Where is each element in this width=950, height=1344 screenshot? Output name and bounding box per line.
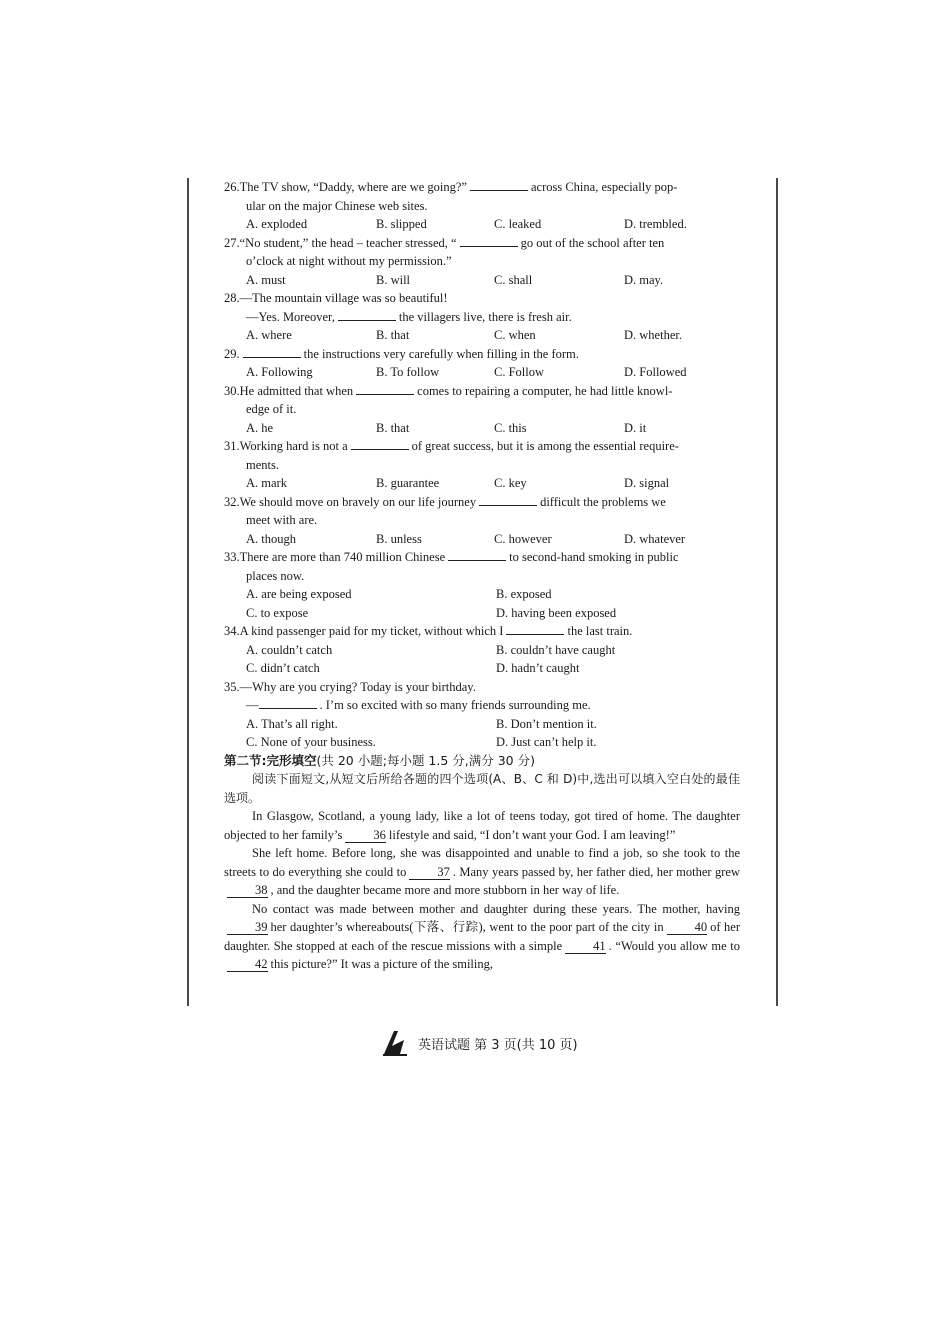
option-a: A. couldn’t catch [246,642,333,657]
answer-blank [506,622,564,635]
answer-blank [259,696,317,709]
option-c: C. leaked [494,217,542,231]
option-d: D. may. [624,272,664,287]
cloze-blank-37: 37 [409,865,450,880]
options-row [224,585,740,604]
question-29: 29. the instructions very carefully when filling in the form. A. Following B. To follow C. Follow D. Followed [224,345,740,382]
cloze-blank-38: 38 [227,883,268,898]
options [224,419,740,438]
option-d: D. Just can’t help it. [496,735,597,749]
question-31: 31.Working hard is not a of great success, but it is among the essential require- ments. A. mark B. guarantee C. key D. signal [224,437,740,493]
option-b: B. that [376,328,410,342]
option-c: C. shall [494,272,533,287]
option-b: B. will [376,272,411,287]
cloze-blank-36: 36 [345,828,386,843]
question-26: 26.The TV show, “Daddy, where are we going?” across China, especially pop- ular on the major Chinese web sites. A. exploded B. slipped C. leaked D. trembled. [224,178,740,234]
options-row [224,641,740,660]
options-row [224,733,740,752]
question-33: 33.There are more than 740 million Chinese to second-hand smoking in public places now. A. are being exposed B. exposed C. to expose D. having been exposed [224,548,740,622]
option-c: C. this [494,420,527,435]
option-c: C. key [494,476,527,490]
options [224,530,740,549]
option-d: D. whether. [624,328,682,342]
answer-blank [338,308,396,321]
left-margin-line [187,178,189,1006]
option-a: A. Following [246,365,313,379]
option-a: A. exploded [246,217,308,231]
option-b: B. guarantee [376,476,440,490]
option-d: D. Followed [624,365,687,379]
question-35: 35.—Why are you crying? Today is your birthday. — . I’m so excited with so many friends surrounding me. A. That’s all right. B. Don’t mention it. C. None of your business. D. Just can’t help it. [224,678,740,752]
cloze-blank-41: 41 [565,939,606,954]
question-32: 32.We should move on bravely on our life journey difficult the problems we meet with are. A. though B. unless C. however D. whatever [224,493,740,549]
answer-blank [460,234,518,247]
answer-blank [479,493,537,506]
right-margin-line [776,178,778,1006]
option-a: A. must [246,272,286,287]
option-a: A. That’s all right. [246,716,338,731]
option-a: A. mark [246,476,287,490]
question-28: 28.—The mountain village was so beautiful! —Yes. Moreover, the villagers live, there is fresh air. A. where B. that C. when D. whether. [224,289,740,345]
option-c: C. to expose [246,605,309,620]
option-c: C. when [494,328,536,342]
option-c: C. Follow [494,365,545,379]
answer-blank [351,437,409,450]
question-27: 27.“No student,” the head – teacher stressed, “ go out of the school after ten o’clock at night without my permission.” A. must B. will C. shall D. may. [224,234,740,290]
option-d: D. having been exposed [496,605,617,620]
option-d: D. trembled. [624,217,687,231]
option-b: B. slipped [376,217,427,231]
passage-paragraph-1: In Glasgow, Scotland, a young lady, like a lot of teens today, got tired of home. The daughter objected to her family’s 36 lifestyle and said, “I don’t want your God. I am leaving!” [224,809,740,842]
option-a: A. though [246,531,296,546]
question-30: 30.He admitted that when comes to repairing a computer, he had little knowl- edge of it. A. he B. that C. this D. it [224,382,740,438]
options [224,474,740,493]
options [224,215,740,234]
option-c: C. however [494,531,552,546]
publisher-logo-icon [380,1028,410,1058]
option-a: A. are being exposed [246,587,352,601]
options [224,363,740,382]
option-d: D. whatever [624,531,686,546]
option-b: B. To follow [376,365,440,379]
answer-blank [243,345,301,358]
options [224,271,740,290]
options-row [224,659,740,678]
options [224,326,740,345]
passage-paragraph-3: No contact was made between mother and daughter during these years. The mother, having39 her daughter’s whereabouts(下落、行踪), went to the poor part of the city in 40 of her daughter. She stopped at each of the rescue missions with a simple 41 . “Would you allow me to42 this picture?” It was a picture of the smiling, [224,901,741,971]
answer-blank [356,382,414,395]
options-row [224,604,740,623]
option-c: C. didn’t catch [246,661,320,675]
option-b: B. Don’t mention it. [496,716,597,731]
section-title: 第二节:完形填空(共 20 小题;每小题 1.5 分,满分 30 分) [224,752,535,768]
question-34: 34.A kind passenger paid for my ticket, without which I the last train. A. couldn’t catch B. couldn’t have caught C. didn’t catch D. hadn’t caught [224,622,740,678]
answer-blank [470,178,528,191]
option-b: B. unless [376,531,422,546]
option-d: D. signal [624,476,670,490]
option-d: D. it [624,420,647,435]
cloze-blank-39: 39 [227,920,268,935]
option-b: B. that [376,420,410,435]
option-b: B. couldn’t have caught [496,642,616,657]
option-a: A. he [246,420,274,435]
page-number-text: 英语试题 第 3 页(共 10 页) [418,1037,578,1053]
exam-content [224,178,740,974]
passage-paragraph-2: She left home. Before long, she was disappointed and unable to find a job, so she took to the streets to do everything she could to 37 . Many years passed by, her father died, her mother grew38 , and the daughter became more and more stubborn in her way of life. [224,846,740,897]
option-c: C. None of your business. [246,735,376,749]
options-row [224,715,740,734]
answer-blank [448,548,506,561]
option-a: A. where [246,328,292,342]
cloze-blank-42: 42 [227,957,268,972]
option-d: D. hadn’t caught [496,661,580,675]
cloze-blank-40: 40 [667,920,708,935]
section-instruction: 阅读下面短文,从短文后所给各题的四个选项(A、B、C 和 D)中,选出可以填入空白处的最佳选项。 [224,772,740,805]
option-b: B. exposed [496,587,552,601]
page-footer [380,1028,578,1058]
